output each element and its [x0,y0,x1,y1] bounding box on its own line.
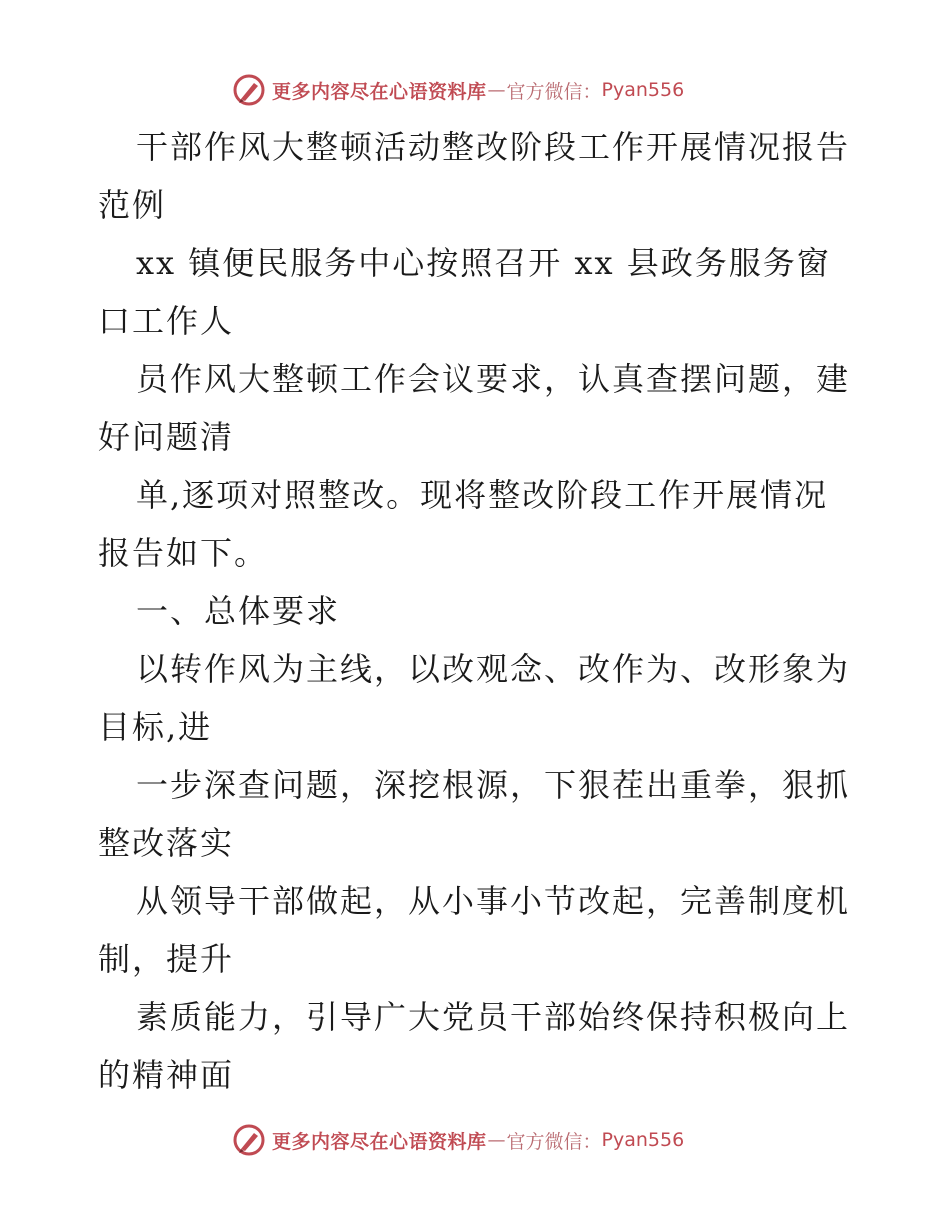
header-watermark-banner [232,70,684,110]
document-body [98,118,868,1104]
banner-brand-text: 更多内容尽在心语资料库 [272,80,487,103]
text-line: 单,逐项对照整改。现将整改阶段工作开展情况 [136,476,829,514]
text-line: 以转作风为主线，以改观念、改作为、改形象为 [136,650,851,688]
text-line: 报告如下。 [98,534,269,572]
banner-dash: — [487,79,506,101]
banner-wechat-id: Pyan556 [601,79,685,101]
banner-wechat-id: Pyan556 [601,1129,685,1151]
section-heading: 一、总体要求 [136,592,341,630]
banner-wechat-label: 官方微信： [506,80,602,103]
banner-dash: — [487,1129,506,1151]
text-line: 制，提升 [98,940,235,978]
document-title-line: 范例 [98,186,167,224]
text-line: 整改落实 [98,824,235,862]
document-title-line: 干部作风大整顿活动整改阶段工作开展情况报告 [136,128,851,166]
text-line: xx 镇便民服务中心按照召开 xx 县政务服务窗 [136,244,831,282]
pen-logo-icon [232,73,266,107]
pen-logo-icon [232,1123,266,1157]
banner-brand-text: 更多内容尽在心语资料库 [272,1130,487,1153]
banner-wechat-label: 官方微信： [506,1130,602,1153]
text-line: 员作风大整顿工作会议要求，认真查摆问题，建 [136,360,851,398]
text-line: 好问题清 [98,418,235,456]
text-line: 口工作人 [98,302,235,340]
text-line: 一步深查问题，深挖根源，下狠茬出重拳，狠抓 [136,766,851,804]
footer-watermark-banner [232,1120,684,1160]
text-line: 目标,进 [98,708,213,746]
text-line: 素质能力，引导广大党员干部始终保持积极向上 [136,998,851,1036]
text-line: 从领导干部做起，从小事小节改起，完善制度机 [136,882,851,920]
text-line: 的精神面 [98,1056,235,1094]
